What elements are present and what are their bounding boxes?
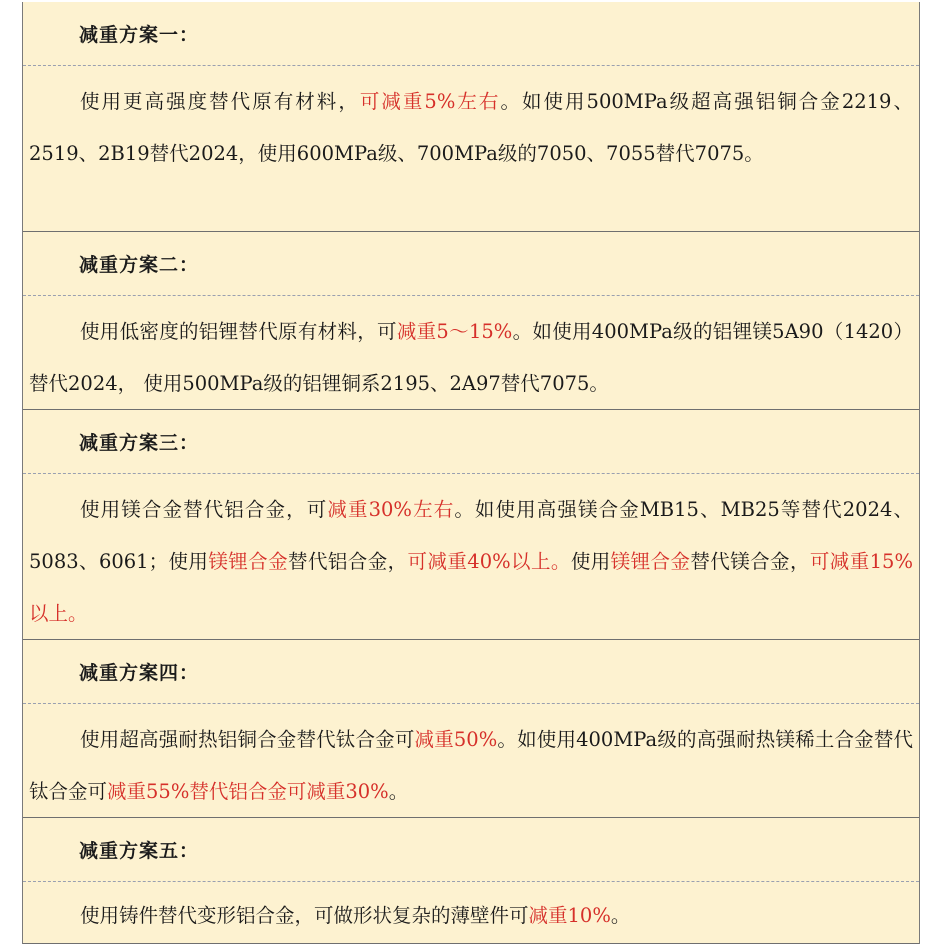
plan-3-text: 使用镁合金替代铝合金，可 [80,498,328,521]
plan-1-body [23,66,919,232]
plan-3-text: 替代镁合金， [690,550,810,573]
plan-3-text: 。如使用高强镁合金MB15、MB25等替代2024、5083、6061；使用 [29,498,913,573]
plan-2-text: 使用低密度的铝锂替代原有材料，可 [80,320,397,343]
plan-4-text: 使用超高强耐热铝铜合金替代钛合金可 [80,728,415,751]
plan-1-title: 减重方案一： [23,2,919,66]
weight-reduction-table [22,2,920,944]
plan-5-text: 使用铸件替代变形铝合金，可做形状复杂的薄壁件可 [80,904,529,927]
plan-3-text: 使用 [570,550,611,573]
plan-5-highlight: 减重10% [528,904,611,927]
plan-3-highlight: 减重30%左右 [327,498,455,521]
plan-3-text: 替代铝合金， [288,550,408,573]
plan-1-highlight: 可减重5%左右 [359,90,501,113]
plan-4-text: 。 [388,780,409,803]
plan-3-highlight: 可减重15%以上。 [29,550,913,625]
plan-5-title: 减重方案五： [23,818,919,882]
plan-3-body [23,474,919,640]
plan-3-highlight: 可减重40%以上。 [407,550,571,573]
plan-3-highlight: 镁锂合金 [208,550,289,573]
plan-5-body [23,882,919,944]
plan-2-title: 减重方案二： [23,232,919,296]
plan-2-highlight: 减重5～15% [396,320,513,343]
plan-4-highlight: 减重55%替代铝合金可减重30% [107,780,389,803]
plan-1-text: 使用更高强度替代原有材料， [80,90,360,113]
plan-4-title: 减重方案四： [23,640,919,704]
plan-4-body [23,704,919,818]
plan-5-text: 。 [610,904,631,927]
plan-3-highlight: 镁锂合金 [610,550,691,573]
plan-4-highlight: 减重50% [414,728,498,751]
plan-2-text: 。如使用400MPa级的铝锂镁5A90（1420）替代2024， 使用500MPa级的铝锂铜系2195、2A97替代7075。 [29,320,914,395]
plan-3-title: 减重方案三： [23,410,919,474]
plan-2-body [23,296,919,410]
plan-4-text: 。如使用400MPa级的高强耐热镁稀土合金替代钛合金可 [29,728,913,803]
plan-1-text: 。如使用500MPa级超高强铝铜合金2219、2519、2B19替代2024，使用600MPa级、700MPa级的7050、7055替代7075。 [29,90,913,165]
